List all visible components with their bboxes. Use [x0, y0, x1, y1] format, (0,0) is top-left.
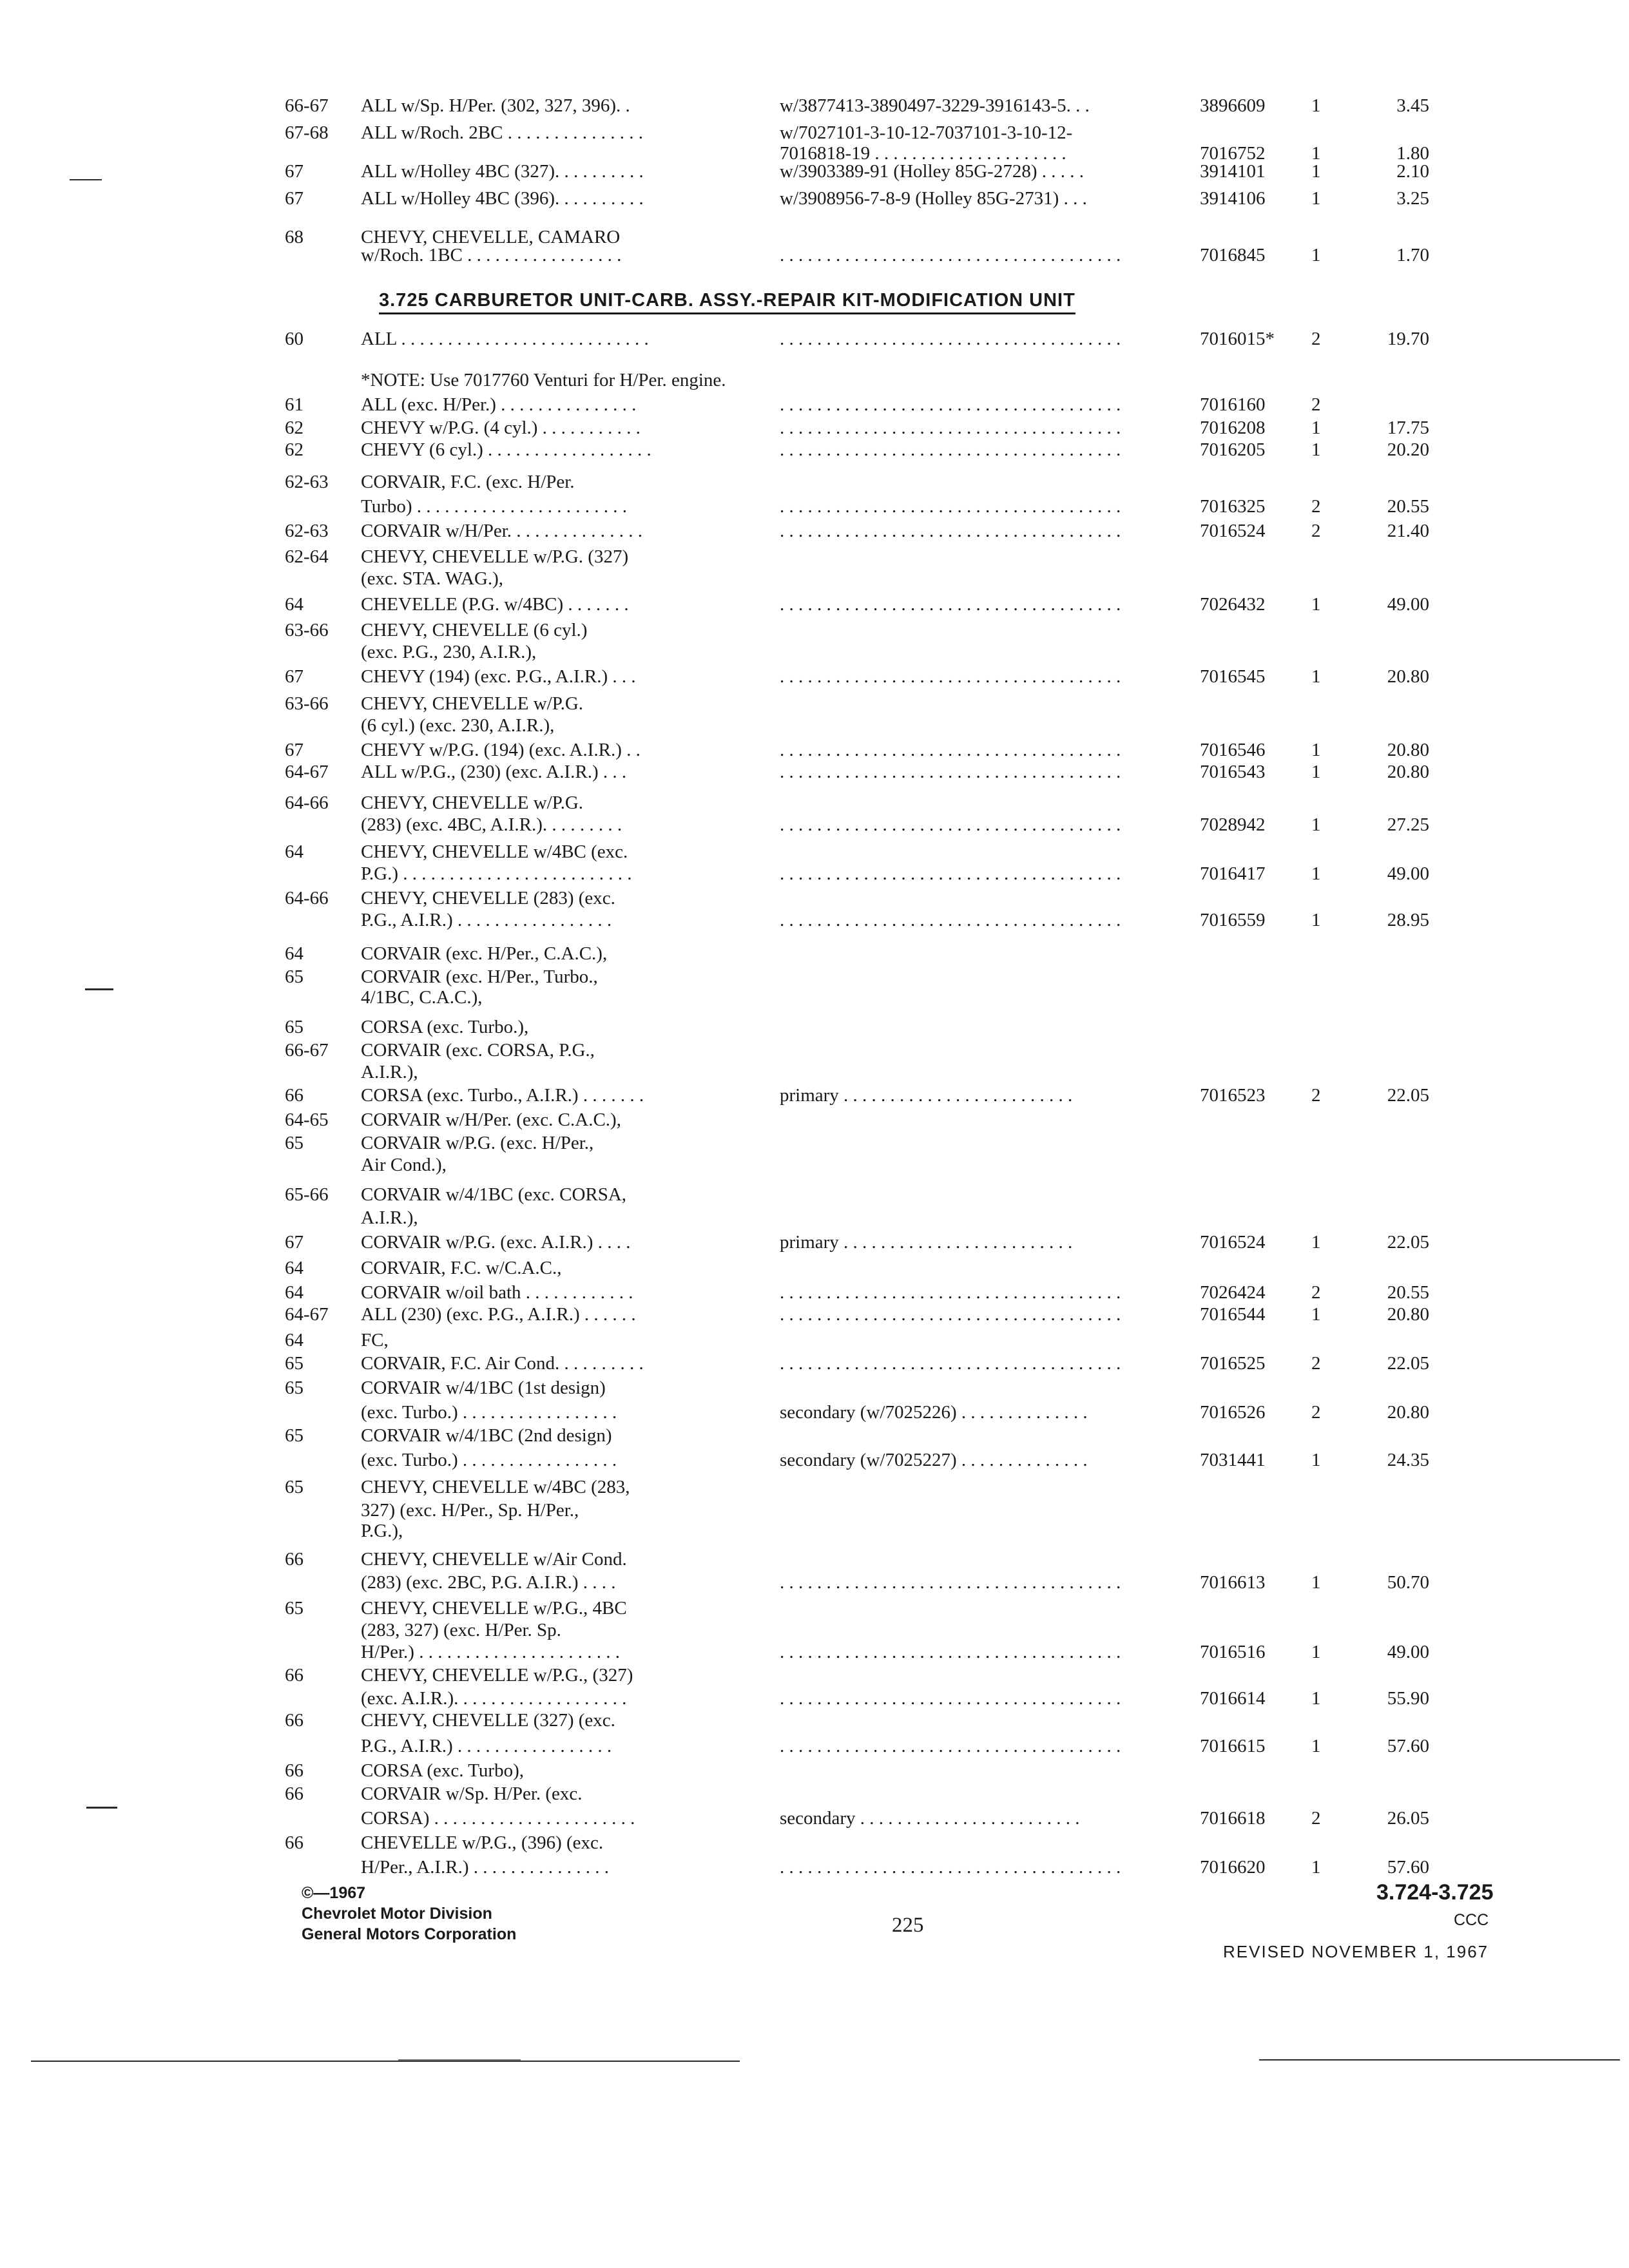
part-number: 7026432 — [1200, 594, 1266, 615]
remarks: . . . . . . . . . . . . . . . . . . . . . . . . . . . . . . . . . . . . . — [780, 439, 1121, 460]
model-description: 4/1BC, C.A.C.), — [361, 987, 483, 1008]
model-description: CHEVY, CHEVELLE (6 cyl.) — [361, 620, 588, 640]
model-year: 62-63 — [285, 472, 329, 492]
list-price: 28.95 — [1387, 910, 1429, 930]
model-description: CHEVY, CHEVELLE w/Air Cond. — [361, 1549, 627, 1570]
model-year: 64 — [285, 1330, 304, 1350]
model-description: (exc. STA. WAG.), — [361, 568, 504, 589]
remarks: w/3903389-91 (Holley 85G-2728) . . . . . — [780, 161, 1084, 182]
scan-mark — [398, 2059, 521, 2061]
model-year: 66 — [285, 1710, 304, 1731]
model-year: 62-64 — [285, 546, 329, 567]
model-description: H/Per., A.I.R.) . . . . . . . . . . . . . . . — [361, 1857, 610, 1878]
quantity: 1 — [1311, 1232, 1321, 1253]
list-price: 22.05 — [1387, 1232, 1429, 1253]
part-number: 3896609 — [1200, 95, 1266, 116]
quantity: 1 — [1311, 1688, 1321, 1709]
quantity: 1 — [1311, 1736, 1321, 1756]
quantity: 1 — [1311, 1572, 1321, 1593]
model-description: CORSA (exc. Turbo.), — [361, 1017, 529, 1037]
list-price: 1.70 — [1396, 245, 1429, 265]
remarks: secondary (w/7025227) . . . . . . . . . . . . . . — [780, 1450, 1088, 1470]
quantity: 1 — [1311, 439, 1321, 460]
model-year: 64-67 — [285, 762, 329, 782]
scan-mark — [86, 1807, 117, 1809]
model-description: ALL (230) (exc. P.G., A.I.R.) . . . . . . — [361, 1304, 636, 1325]
model-description: CHEVELLE (P.G. w/4BC) . . . . . . . — [361, 594, 629, 615]
model-description: CORSA (exc. Turbo., A.I.R.) . . . . . . . — [361, 1085, 644, 1106]
remarks: . . . . . . . . . . . . . . . . . . . . . . . . . . . . . . . . . . . . . — [780, 521, 1121, 541]
publisher-block — [302, 1883, 516, 1945]
model-year: 64-66 — [285, 888, 329, 908]
listing-row — [0, 1303, 1629, 1331]
remarks: . . . . . . . . . . . . . . . . . . . . . . . . . . . . . . . . . . . . . — [780, 863, 1121, 884]
quantity: 1 — [1311, 418, 1321, 438]
model-year: 66 — [285, 1760, 304, 1781]
list-price: 2.10 — [1396, 161, 1429, 182]
list-price: 1.80 — [1396, 143, 1429, 164]
list-price: 49.00 — [1387, 1642, 1429, 1662]
model-year: 67 — [285, 666, 304, 687]
model-year: 66 — [285, 1832, 304, 1853]
part-number: 7016524 — [1200, 521, 1266, 541]
model-description: CORVAIR w/4/1BC (exc. CORSA, — [361, 1184, 627, 1205]
quantity: 2 — [1311, 329, 1321, 349]
catalog-code: CCC — [1454, 1911, 1489, 1929]
remarks: . . . . . . . . . . . . . . . . . . . . . . . . . . . . . . . . . . . . . — [780, 1572, 1121, 1593]
quantity: 2 — [1311, 1085, 1321, 1106]
part-number: 7016614 — [1200, 1688, 1266, 1709]
list-price: 20.55 — [1387, 496, 1429, 517]
listing-row — [0, 1153, 1629, 1182]
model-year: 63-66 — [285, 693, 329, 714]
remarks: secondary . . . . . . . . . . . . . . . . . . . . . . . . — [780, 1808, 1080, 1829]
model-year: 65 — [285, 1353, 304, 1374]
division-line: Chevrolet Motor Division — [302, 1905, 492, 1923]
list-price: 3.45 — [1396, 95, 1429, 116]
list-price: 3.25 — [1396, 188, 1429, 209]
model-year: 65 — [285, 1598, 304, 1619]
model-description: CHEVY (194) (exc. P.G., A.I.R.) . . . — [361, 666, 636, 687]
model-description: CHEVY, CHEVELLE w/P.G. — [361, 793, 584, 813]
quantity: 2 — [1311, 1282, 1321, 1303]
remarks: . . . . . . . . . . . . . . . . . . . . . . . . . . . . . . . . . . . . . — [780, 814, 1121, 835]
part-number: 7028942 — [1200, 814, 1266, 835]
model-description: (283, 327) (exc. H/Per. Sp. — [361, 1620, 561, 1640]
listing-row — [0, 327, 1629, 356]
quantity: 2 — [1311, 1808, 1321, 1829]
quantity: 1 — [1311, 910, 1321, 930]
quantity: 1 — [1311, 95, 1321, 116]
model-description: CHEVY, CHEVELLE w/P.G. (327) — [361, 546, 629, 567]
model-year: 64-66 — [285, 793, 329, 813]
model-description: (283) (exc. 2BC, P.G. A.I.R.) . . . . — [361, 1572, 616, 1593]
list-price: 50.70 — [1387, 1572, 1429, 1593]
model-year: 65 — [285, 1425, 304, 1446]
listing-row — [0, 760, 1629, 789]
list-price: 19.70 — [1387, 329, 1429, 349]
model-description: CHEVY, CHEVELLE, CAMARO — [361, 227, 621, 247]
model-year: 62 — [285, 418, 304, 438]
remarks: 7016818-19 . . . . . . . . . . . . . . . . . . . . . — [780, 143, 1066, 164]
listing-row — [0, 244, 1629, 272]
model-year: 67 — [285, 1232, 304, 1253]
part-number: 7016205 — [1200, 439, 1266, 460]
part-number: 3914106 — [1200, 188, 1266, 209]
list-price: 20.55 — [1387, 1282, 1429, 1303]
model-year: 66 — [285, 1549, 304, 1570]
section-heading: 3.725 CARBURETOR UNIT-CARB. ASSY.-REPAIR KIT-MODIFICATION UNIT — [379, 290, 1075, 314]
part-number: 7016524 — [1200, 1232, 1266, 1253]
list-price: 27.25 — [1387, 814, 1429, 835]
part-number: 7016523 — [1200, 1085, 1266, 1106]
listing-row — [0, 1709, 1629, 1737]
model-description: w/Roch. 1BC . . . . . . . . . . . . . . . . . — [361, 245, 622, 265]
listing-row — [0, 519, 1629, 548]
quantity: 2 — [1311, 394, 1321, 415]
listing-row — [0, 593, 1629, 621]
remarks: . . . . . . . . . . . . . . . . . . . . . . . . . . . . . . . . . . . . . — [780, 740, 1121, 760]
quantity: 2 — [1311, 521, 1321, 541]
quantity: 1 — [1311, 188, 1321, 209]
copyright-line: ©—1967 — [302, 1884, 366, 1902]
list-price: 49.00 — [1387, 594, 1429, 615]
part-number: 7016546 — [1200, 740, 1266, 760]
part-number: 7016208 — [1200, 418, 1266, 438]
model-year: 67-68 — [285, 122, 329, 143]
model-description: CHEVY, CHEVELLE w/4BC (283, — [361, 1477, 630, 1497]
list-price: 17.75 — [1387, 418, 1429, 438]
part-number: 7016325 — [1200, 496, 1266, 517]
model-description: CORVAIR w/H/Per. (exc. C.A.C.), — [361, 1110, 621, 1130]
part-number: 7016544 — [1200, 1304, 1266, 1325]
remarks: . . . . . . . . . . . . . . . . . . . . . . . . . . . . . . . . . . . . . — [780, 1857, 1121, 1878]
model-description: (exc. P.G., 230, A.I.R.), — [361, 642, 537, 662]
model-description: ALL w/Holley 4BC (396). . . . . . . . . . — [361, 188, 644, 209]
quantity: 1 — [1311, 143, 1321, 164]
model-description: ALL w/Holley 4BC (327). . . . . . . . . . — [361, 161, 644, 182]
list-price: 21.40 — [1387, 521, 1429, 541]
model-description: CHEVY w/P.G. (194) (exc. A.I.R.) . . — [361, 740, 641, 760]
part-number: 7016618 — [1200, 1808, 1266, 1829]
model-description: Air Cond.), — [361, 1155, 447, 1175]
model-description: CORVAIR w/P.G. (exc. A.I.R.) . . . . — [361, 1232, 631, 1253]
model-description: (6 cyl.) (exc. 230, A.I.R.), — [361, 715, 555, 736]
model-description: CHEVY w/P.G. (4 cyl.) . . . . . . . . . . . — [361, 418, 641, 438]
list-price: 20.80 — [1387, 1402, 1429, 1423]
remarks: . . . . . . . . . . . . . . . . . . . . . . . . . . . . . . . . . . . . . — [780, 1282, 1121, 1303]
model-description: CORVAIR (exc. H/Per., C.A.C.), — [361, 943, 608, 964]
listing-row — [0, 1448, 1629, 1477]
model-description: CORVAIR (exc. CORSA, P.G., — [361, 1040, 595, 1061]
remarks: w/3877413-3890497-3229-3916143-5. . . — [780, 95, 1090, 116]
listing-row — [0, 187, 1629, 215]
list-price: 22.05 — [1387, 1353, 1429, 1374]
part-number: 7016160 — [1200, 394, 1266, 415]
model-description: CORVAIR w/Sp. H/Per. (exc. — [361, 1783, 583, 1804]
quantity: 1 — [1311, 245, 1321, 265]
remarks: w/3908956-7-8-9 (Holley 85G-2731) . . . — [780, 188, 1087, 209]
quantity: 1 — [1311, 814, 1321, 835]
part-number: 7016015* — [1200, 329, 1275, 349]
model-year: 64-65 — [285, 1110, 329, 1130]
model-description: CHEVY, CHEVELLE w/P.G., 4BC — [361, 1598, 627, 1619]
model-year: 67 — [285, 740, 304, 760]
quantity: 2 — [1311, 1402, 1321, 1423]
part-number: 7016525 — [1200, 1353, 1266, 1374]
model-description: ALL (exc. H/Per.) . . . . . . . . . . . . . . . — [361, 394, 637, 415]
model-description: CHEVY, CHEVELLE w/4BC (exc. — [361, 841, 628, 862]
listing-row — [0, 986, 1629, 1014]
list-price: 49.00 — [1387, 863, 1429, 884]
remarks: . . . . . . . . . . . . . . . . . . . . . . . . . . . . . . . . . . . . . — [780, 594, 1121, 615]
remarks: . . . . . . . . . . . . . . . . . . . . . . . . . . . . . . . . . . . . . — [780, 910, 1121, 930]
model-description: (283) (exc. 4BC, A.I.R.). . . . . . . . . — [361, 814, 622, 835]
quantity: 1 — [1311, 666, 1321, 687]
model-description: CORVAIR w/oil bath . . . . . . . . . . . . — [361, 1282, 633, 1303]
remarks: . . . . . . . . . . . . . . . . . . . . . . . . . . . . . . . . . . . . . — [780, 1736, 1121, 1756]
list-price: 55.90 — [1387, 1688, 1429, 1709]
listing-row — [0, 94, 1629, 122]
listing-row — [0, 438, 1629, 466]
list-price: 20.80 — [1387, 666, 1429, 687]
model-year: 65 — [285, 966, 304, 987]
quantity: 1 — [1311, 1857, 1321, 1878]
model-description: CHEVY, CHEVELLE (283) (exc. — [361, 888, 615, 908]
revision-date: REVISED NOVEMBER 1, 1967 — [1223, 1942, 1489, 1961]
remarks: . . . . . . . . . . . . . . . . . . . . . . . . . . . . . . . . . . . . . — [780, 1642, 1121, 1662]
model-description: A.I.R.), — [361, 1207, 418, 1228]
remarks: . . . . . . . . . . . . . . . . . . . . . . . . . . . . . . . . . . . . . — [780, 762, 1121, 782]
list-price: 20.80 — [1387, 1304, 1429, 1325]
listing-row — [0, 665, 1629, 693]
remarks: primary . . . . . . . . . . . . . . . . . . . . . . . . . — [780, 1085, 1073, 1106]
part-number: 7016516 — [1200, 1642, 1266, 1662]
corporation-line: General Motors Corporation — [302, 1925, 517, 1943]
part-number: 7016620 — [1200, 1857, 1266, 1878]
quantity: 1 — [1311, 594, 1321, 615]
model-description: CHEVY, CHEVELLE w/P.G. — [361, 693, 584, 714]
model-year: 63-66 — [285, 620, 329, 640]
part-number: 3914101 — [1200, 161, 1266, 182]
model-year: 65-66 — [285, 1184, 329, 1205]
model-description: CORVAIR, F.C. (exc. H/Per. — [361, 472, 575, 492]
part-number: 7016752 — [1200, 143, 1266, 164]
section-code: 3.724-3.725 — [1376, 1880, 1494, 1905]
part-number: 7016526 — [1200, 1402, 1266, 1423]
part-number: 7016615 — [1200, 1736, 1266, 1756]
model-description: P.G., A.I.R.) . . . . . . . . . . . . . . . . . — [361, 1736, 612, 1756]
model-year: 64 — [285, 1258, 304, 1278]
model-description: CORSA) . . . . . . . . . . . . . . . . . . . . . . — [361, 1808, 635, 1829]
model-description: Turbo) . . . . . . . . . . . . . . . . . . . . . . . — [361, 496, 628, 517]
model-description: P.G.) . . . . . . . . . . . . . . . . . . . . . . . . . — [361, 863, 632, 884]
model-year: 66 — [285, 1665, 304, 1686]
list-price: 20.80 — [1387, 762, 1429, 782]
scan-mark — [1259, 2059, 1620, 2061]
part-number: 7026424 — [1200, 1282, 1266, 1303]
quantity: 1 — [1311, 740, 1321, 760]
quantity: 1 — [1311, 863, 1321, 884]
model-description: H/Per.) . . . . . . . . . . . . . . . . . . . . . . — [361, 1642, 620, 1662]
model-description: CORVAIR, F.C. Air Cond. . . . . . . . . . — [361, 1353, 644, 1374]
model-year: 61 — [285, 394, 304, 415]
model-description: ALL w/Roch. 2BC . . . . . . . . . . . . . . . — [361, 122, 643, 143]
list-price: 20.80 — [1387, 740, 1429, 760]
quantity: 1 — [1311, 762, 1321, 782]
part-number: 7016543 — [1200, 762, 1266, 782]
model-year: 67 — [285, 188, 304, 209]
model-description: CHEVY, CHEVELLE w/P.G., (327) — [361, 1665, 633, 1686]
model-description: CHEVY (6 cyl.) . . . . . . . . . . . . . . . . . . — [361, 439, 651, 460]
quantity: 1 — [1311, 1450, 1321, 1470]
model-year: 64 — [285, 1282, 304, 1303]
model-description: ALL w/Sp. H/Per. (302, 327, 396). . — [361, 95, 630, 116]
model-description: A.I.R.), — [361, 1062, 418, 1082]
part-number: 7016559 — [1200, 910, 1266, 930]
model-year: 66-67 — [285, 1040, 329, 1061]
model-year: 66 — [285, 1085, 304, 1106]
remarks: secondary (w/7025226) . . . . . . . . . . . . . . — [780, 1402, 1088, 1423]
model-year: 66 — [285, 1783, 304, 1804]
model-year: 65 — [285, 1477, 304, 1497]
model-year: 60 — [285, 329, 304, 349]
quantity: 1 — [1311, 1304, 1321, 1325]
listing-row — [0, 1231, 1629, 1259]
list-price: 24.35 — [1387, 1450, 1429, 1470]
model-year: 62 — [285, 439, 304, 460]
listing-row — [0, 813, 1629, 841]
quantity: 2 — [1311, 496, 1321, 517]
model-description: *NOTE: Use 7017760 Venturi for H/Per. engine. — [361, 370, 726, 390]
model-year: 64 — [285, 594, 304, 615]
model-description: P.G., A.I.R.) . . . . . . . . . . . . . . . . . — [361, 910, 612, 930]
remarks: w/7027101-3-10-12-7037101-3-10-12- — [780, 122, 1073, 143]
remarks: . . . . . . . . . . . . . . . . . . . . . . . . . . . . . . . . . . . . . — [780, 1353, 1121, 1374]
model-year: 65 — [285, 1378, 304, 1398]
model-year: 62-63 — [285, 521, 329, 541]
listing-row — [0, 1519, 1629, 1548]
model-description: CHEVY, CHEVELLE (327) (exc. — [361, 1710, 615, 1731]
part-number: 7016845 — [1200, 245, 1266, 265]
scan-mark — [31, 2061, 740, 2062]
scan-mark — [85, 988, 113, 990]
quantity: 2 — [1311, 1353, 1321, 1374]
part-number: 7016545 — [1200, 666, 1266, 687]
quantity: 1 — [1311, 1642, 1321, 1662]
model-description: CORSA (exc. Turbo), — [361, 1760, 524, 1781]
remarks: . . . . . . . . . . . . . . . . . . . . . . . . . . . . . . . . . . . . . — [780, 666, 1121, 687]
model-description: CORVAIR w/H/Per. . . . . . . . . . . . . . . — [361, 521, 643, 541]
model-description: CHEVELLE w/P.G., (396) (exc. — [361, 1832, 604, 1853]
remarks: . . . . . . . . . . . . . . . . . . . . . . . . . . . . . . . . . . . . . — [780, 245, 1121, 265]
model-description: CORVAIR w/4/1BC (1st design) — [361, 1378, 606, 1398]
remarks: . . . . . . . . . . . . . . . . . . . . . . . . . . . . . . . . . . . . . — [780, 1304, 1121, 1325]
model-description: ALL . . . . . . . . . . . . . . . . . . . . . . . . . . . — [361, 329, 649, 349]
model-year: 64-67 — [285, 1304, 329, 1325]
model-description: 327) (exc. H/Per., Sp. H/Per., — [361, 1500, 579, 1521]
remarks: . . . . . . . . . . . . . . . . . . . . . . . . . . . . . . . . . . . . . — [780, 329, 1121, 349]
model-description: CORVAIR w/P.G. (exc. H/Per., — [361, 1133, 594, 1153]
page-number: 225 — [892, 1914, 924, 1937]
scan-mark — [70, 179, 102, 180]
remarks: primary . . . . . . . . . . . . . . . . . . . . . . . . . — [780, 1232, 1073, 1253]
listing-row — [0, 908, 1629, 937]
remarks: . . . . . . . . . . . . . . . . . . . . . . . . . . . . . . . . . . . . . — [780, 418, 1121, 438]
model-description: CORVAIR, F.C. w/C.A.C., — [361, 1258, 562, 1278]
listing-row — [0, 1571, 1629, 1599]
model-description: P.G.), — [361, 1521, 403, 1541]
model-description: ALL w/P.G., (230) (exc. A.I.R.) . . . — [361, 762, 627, 782]
remarks: . . . . . . . . . . . . . . . . . . . . . . . . . . . . . . . . . . . . . — [780, 394, 1121, 415]
remarks: . . . . . . . . . . . . . . . . . . . . . . . . . . . . . . . . . . . . . — [780, 1688, 1121, 1709]
list-price: 26.05 — [1387, 1808, 1429, 1829]
listing-row — [0, 160, 1629, 188]
model-description: (exc. Turbo.) . . . . . . . . . . . . . . . . . — [361, 1450, 617, 1470]
model-description: CORVAIR w/4/1BC (2nd design) — [361, 1425, 612, 1446]
list-price: 57.60 — [1387, 1736, 1429, 1756]
model-year: 67 — [285, 161, 304, 182]
remarks: . . . . . . . . . . . . . . . . . . . . . . . . . . . . . . . . . . . . . — [780, 496, 1121, 517]
model-year: 64 — [285, 943, 304, 964]
model-description: (exc. Turbo.) . . . . . . . . . . . . . . . . . — [361, 1402, 617, 1423]
model-description: FC, — [361, 1330, 389, 1350]
model-year: 65 — [285, 1017, 304, 1037]
model-year: 65 — [285, 1133, 304, 1153]
model-year: 64 — [285, 841, 304, 862]
part-number: 7031441 — [1200, 1450, 1266, 1470]
model-description: (exc. A.I.R.). . . . . . . . . . . . . . . . . . . — [361, 1688, 627, 1709]
model-description: CORVAIR (exc. H/Per., Turbo., — [361, 966, 598, 987]
part-number: 7016613 — [1200, 1572, 1266, 1593]
model-year: 68 — [285, 227, 304, 247]
part-number: 7016417 — [1200, 863, 1266, 884]
quantity: 1 — [1311, 161, 1321, 182]
listing-row — [0, 567, 1629, 595]
model-year: 66-67 — [285, 95, 329, 116]
list-price: 57.60 — [1387, 1857, 1429, 1878]
list-price: 22.05 — [1387, 1085, 1429, 1106]
list-price: 20.20 — [1387, 439, 1429, 460]
